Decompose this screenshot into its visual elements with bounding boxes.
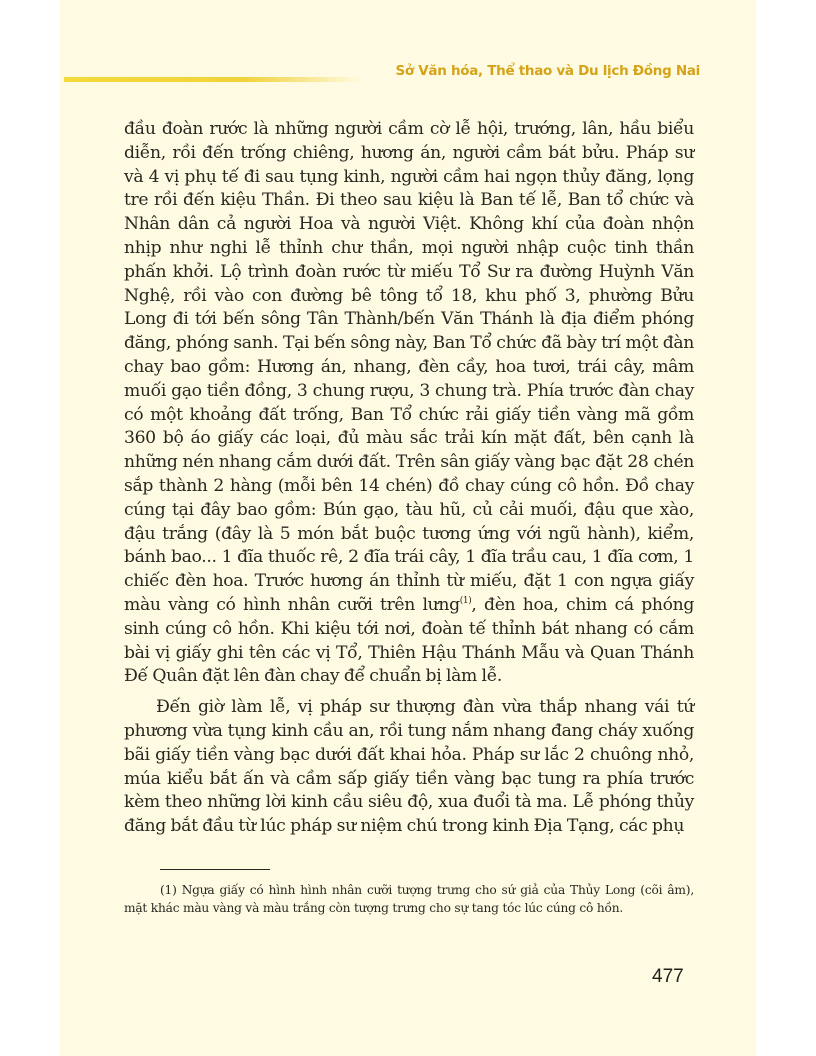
running-header bbox=[64, 63, 700, 87]
page-number: 477 bbox=[652, 966, 684, 987]
footnote-reference[interactable]: (1) bbox=[459, 595, 472, 606]
footnote: (1) Ngựa giấy có hình hình nhân cưỡi tượng trưng cho sứ giả của Thủy Long (cõi âm), mặt khác màu vàng và màu trắng còn tượng trưng cho sự tang tóc lúc cúng cô hồn. bbox=[124, 883, 694, 915]
header-title: Sở Văn hóa, Thể thao và Du lịch Đồng Nai bbox=[395, 63, 700, 79]
paragraph-1 bbox=[124, 118, 694, 689]
body-text bbox=[124, 118, 694, 839]
footnote-divider bbox=[160, 869, 270, 870]
header-rule bbox=[64, 77, 364, 82]
paragraph-1-continuation: , đèn hoa, chim cá phóng sinh cúng cô hồn. Khi kiệu tới nơi, đoàn tế thỉnh bát nhang có cắm bài vị giấy ghi tên các vị Tổ, Thiên Hậu Thánh Mẫu và Quan Thánh Đế Quân đặt lên đàn chay để chuẩn bị làm lễ. bbox=[124, 594, 694, 687]
paragraph-1-text: đầu đoàn rước là những người cầm cờ lễ hội, trướng, lân, hầu biểu diễn, rồi đến trống chiêng, hương án, người cầm bát bửu. Pháp sư và 4 vị phụ tế đi sau tụng kinh, người cầm hai ngọn thủy đăng, lọng tre rồi đến kiệu Thần. Đi theo sau kiệu là Ban tế lễ, Ban tổ chức và Nhân dân cả người Hoa và người Việt. Không khí của đoàn nhộn nhịp như nghi lễ thỉnh chư thần, mọi người nhập cuộc tinh thần phấn khởi. Lộ trình đoàn rước từ miếu Tổ Sư ra đường Huỳnh Văn Nghệ, rồi vào con đường bê tông tổ 18, khu phố 3, phường Bửu Long đi tới bến sông Tân Thành/bến Văn Thánh là địa điểm phóng đăng, phóng sanh. Tại bến sông này, Ban Tổ chức đã bày trí một đàn chay bao gồm: Hương án, nhang, đèn cầy, hoa tươi, trái cây, mâm muối gạo tiền đồng, 3 chung rượu, 3 chung trà. Phía trước đàn chay có một khoảng đất trống, Ban Tổ chức rải giấy tiền vàng mã gồm 360 bộ áo giấy các loại, đủ màu sắc trải kín mặt đất, bên cạnh là những nén nhang cắm dưới đất. Trên sân giấy vàng bạc đặt 28 chén sắp thành 2 hàng (mỗi bên 14 chén) đồ chay cúng cô hồn. Đồ chay cúng tại đây bao gồm: Bún gạo, tàu hũ, củ cải muối, đậu que xào, đậu trắng (đây là 5 món bắt buộc tương ứng với ngũ hành), kiểm, bánh bao... 1 đĩa thuốc rê, 2 đĩa trái cây, 1 đĩa trầu cau, 1 đĩa cơm, 1 chiếc đèn hoa. Trước hương án thỉnh từ miếu, đặt 1 con ngựa giấy màu vàng có hình nhân cưỡi trên lưng bbox=[124, 119, 694, 615]
paragraph-2: Đến giờ làm lễ, vị pháp sư thượng đàn vừa thắp nhang vái tứ phương vừa tụng kinh cầu an, rồi tung nắm nhang đang cháy xuống bãi giấy tiền vàng bạc dưới đất khai hỏa. Pháp sư lắc 2 chuông nhỏ, múa kiểu bắt ấn và cầm sấp giấy tiền vàng bạc tung ra phía trước kèm theo những lời kinh cầu siêu độ, xua đuổi tà ma. Lễ phóng thủy đăng bắt đầu từ lúc pháp sư niệm chú trong kinh Địa Tạng, các phụ bbox=[124, 697, 694, 837]
